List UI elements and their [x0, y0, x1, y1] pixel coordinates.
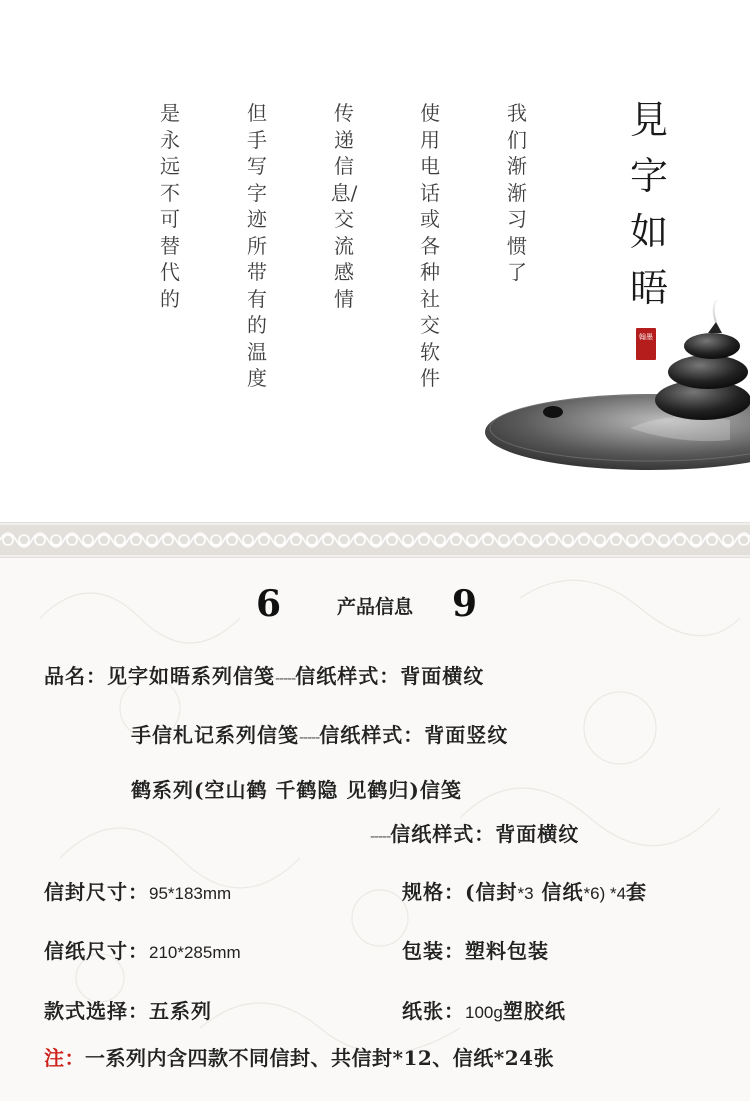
- right-swirl-icon: 9: [452, 583, 478, 625]
- paper-label: 纸张：: [402, 999, 465, 1023]
- style-label: 信纸样式：: [295, 664, 401, 688]
- info-row-1: [44, 660, 484, 689]
- spec-envelope-count: *3: [517, 884, 534, 903]
- poem-title: 見字如晤: [629, 98, 668, 310]
- pack-value: 塑料包装: [465, 939, 549, 963]
- spec-row: [402, 876, 647, 905]
- style-select-value: 五系列: [149, 999, 212, 1023]
- paper-value: 塑胶纸: [502, 999, 566, 1023]
- name-label: 品名：: [44, 664, 107, 688]
- paper-weight: 100g: [465, 1003, 503, 1022]
- info-row-3: [131, 774, 462, 803]
- poem-column-3: 传递信息/交流感情: [330, 101, 358, 311]
- paper-size-label: 信纸尺寸：: [44, 939, 149, 963]
- dash-separator: -----: [370, 829, 391, 845]
- line1-style: 背面横纹: [400, 664, 485, 688]
- spec-envelope: (信封: [465, 880, 518, 904]
- envelope-size-row: [44, 876, 231, 905]
- spec-paper: 信纸: [541, 880, 584, 904]
- spec-set: 套: [626, 880, 648, 904]
- note-label: 注：: [44, 1046, 85, 1070]
- poem-column-4: 但手写字迹所带有的温度: [247, 101, 267, 390]
- line2-style: 背面竖纹: [424, 723, 509, 747]
- line4-style: 背面横纹: [495, 822, 580, 846]
- spec-paper-count: *6) *4: [583, 884, 627, 903]
- note-row: [44, 1042, 554, 1071]
- style-label: 信纸样式：: [390, 822, 496, 846]
- decorative-pattern-band: [0, 522, 750, 558]
- info-row-4: [370, 818, 579, 847]
- note-text: 一系列内含四款不同信封、共信封*12、信纸*24张: [85, 1046, 555, 1070]
- info-row-2: [131, 719, 508, 748]
- dash-separator: -----: [299, 730, 320, 746]
- poem-panel: [0, 0, 750, 522]
- red-seal-stamp: 翰墨: [636, 328, 656, 360]
- poem-column-5: 是永远不可替代的: [160, 101, 180, 311]
- paper-row: [402, 995, 566, 1024]
- pack-label: 包装：: [402, 939, 465, 963]
- line3-name: 鹤系列(空山鹤 千鹤隐 见鹤归)信笺: [131, 778, 462, 802]
- line1-name: 见字如晤系列信笺: [107, 664, 275, 688]
- paper-size-row: [44, 935, 241, 964]
- poem-column-1: 我们渐渐习惯了: [507, 101, 527, 284]
- style-select-row: [44, 995, 212, 1024]
- poem-column-2: 使用电话或各种社交软件: [420, 101, 440, 390]
- pack-row: [402, 935, 549, 964]
- section-title: 产品信息: [336, 596, 413, 618]
- spec-label: 规格：: [402, 880, 465, 904]
- pattern-icon: [0, 522, 750, 558]
- envelope-size-label: 信封尺寸：: [44, 880, 149, 904]
- envelope-size-value: 95*183mm: [149, 884, 232, 903]
- style-label: 信纸样式：: [319, 723, 425, 747]
- line2-name: 手信札记系列信笺: [131, 723, 299, 747]
- paper-size-value: 210*285mm: [149, 943, 241, 962]
- dash-separator: -----: [275, 671, 296, 687]
- style-select-label: 款式选择：: [44, 999, 149, 1023]
- left-swirl-icon: 6: [256, 583, 282, 625]
- zen-stones-illustration: [480, 300, 750, 480]
